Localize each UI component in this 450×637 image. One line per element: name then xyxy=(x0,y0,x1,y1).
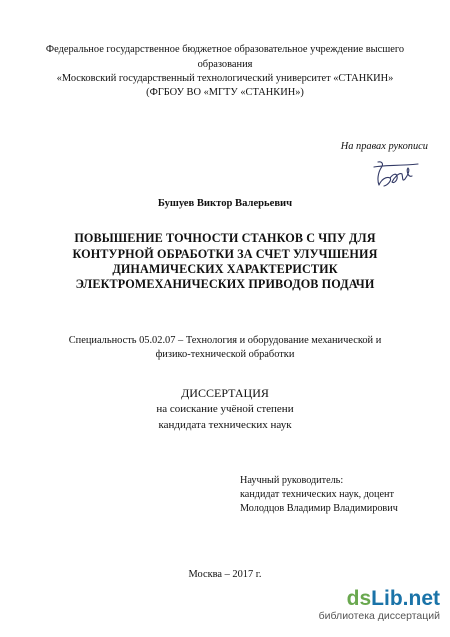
dslib-logo xyxy=(347,588,440,609)
thesis-title-line-4: ЭЛЕКТРОМЕХАНИЧЕСКИХ ПРИВОДОВ ПОДАЧИ xyxy=(75,277,375,291)
institution-line-3: «Московский государственный технологический университет «СТАНКИН» xyxy=(56,73,394,84)
institution-line-2: образования xyxy=(197,59,253,70)
city-year: Москва – 2017 г. xyxy=(188,569,262,580)
specialty-line-1: Специальность 05.02.07 – Технология и оборудование механической и xyxy=(68,335,382,346)
rights-note: На правах рукописи xyxy=(340,141,428,152)
logo-prefix: ds xyxy=(346,587,372,610)
thesis-title-line-3: ДИНАМИЧЕСКИХ ХАРАКТЕРИСТИК xyxy=(112,262,338,276)
dissertation-heading: ДИССЕРТАЦИЯ xyxy=(181,386,269,400)
institution-line-4: (ФГБОУ ВО «МГТУ «СТАНКИН») xyxy=(146,87,304,98)
specialty-line-2: физико-технической обработки xyxy=(155,349,295,360)
institution-line-1: Федеральное государственное бюджетное образовательное учреждение высшего xyxy=(45,44,405,55)
thesis-title-line-2: КОНТУРНОЙ ОБРАБОТКИ ЗА СЧЕТ УЛУЧШЕНИЯ xyxy=(72,247,378,261)
logo-suffix: Lib.net xyxy=(371,587,440,610)
author-name: Бушуев Виктор Валерьевич xyxy=(157,198,293,209)
advisor-name: Молодцов Владимир Владимирович xyxy=(240,503,398,514)
handwritten-signature xyxy=(372,158,420,190)
degree-line-2: кандидата технических наук xyxy=(158,419,292,431)
advisor-label: Научный руководитель: xyxy=(240,475,344,486)
advisor-degree: кандидат технических наук, доцент xyxy=(240,489,394,500)
thesis-title-line-1: ПОВЫШЕНИЕ ТОЧНОСТИ СТАНКОВ С ЧПУ ДЛЯ xyxy=(74,231,376,245)
dslib-watermark xyxy=(318,587,440,632)
degree-line-1: на соискание учёной степени xyxy=(156,403,294,415)
watermark-subtitle: библиотека диссертаций xyxy=(318,610,440,622)
